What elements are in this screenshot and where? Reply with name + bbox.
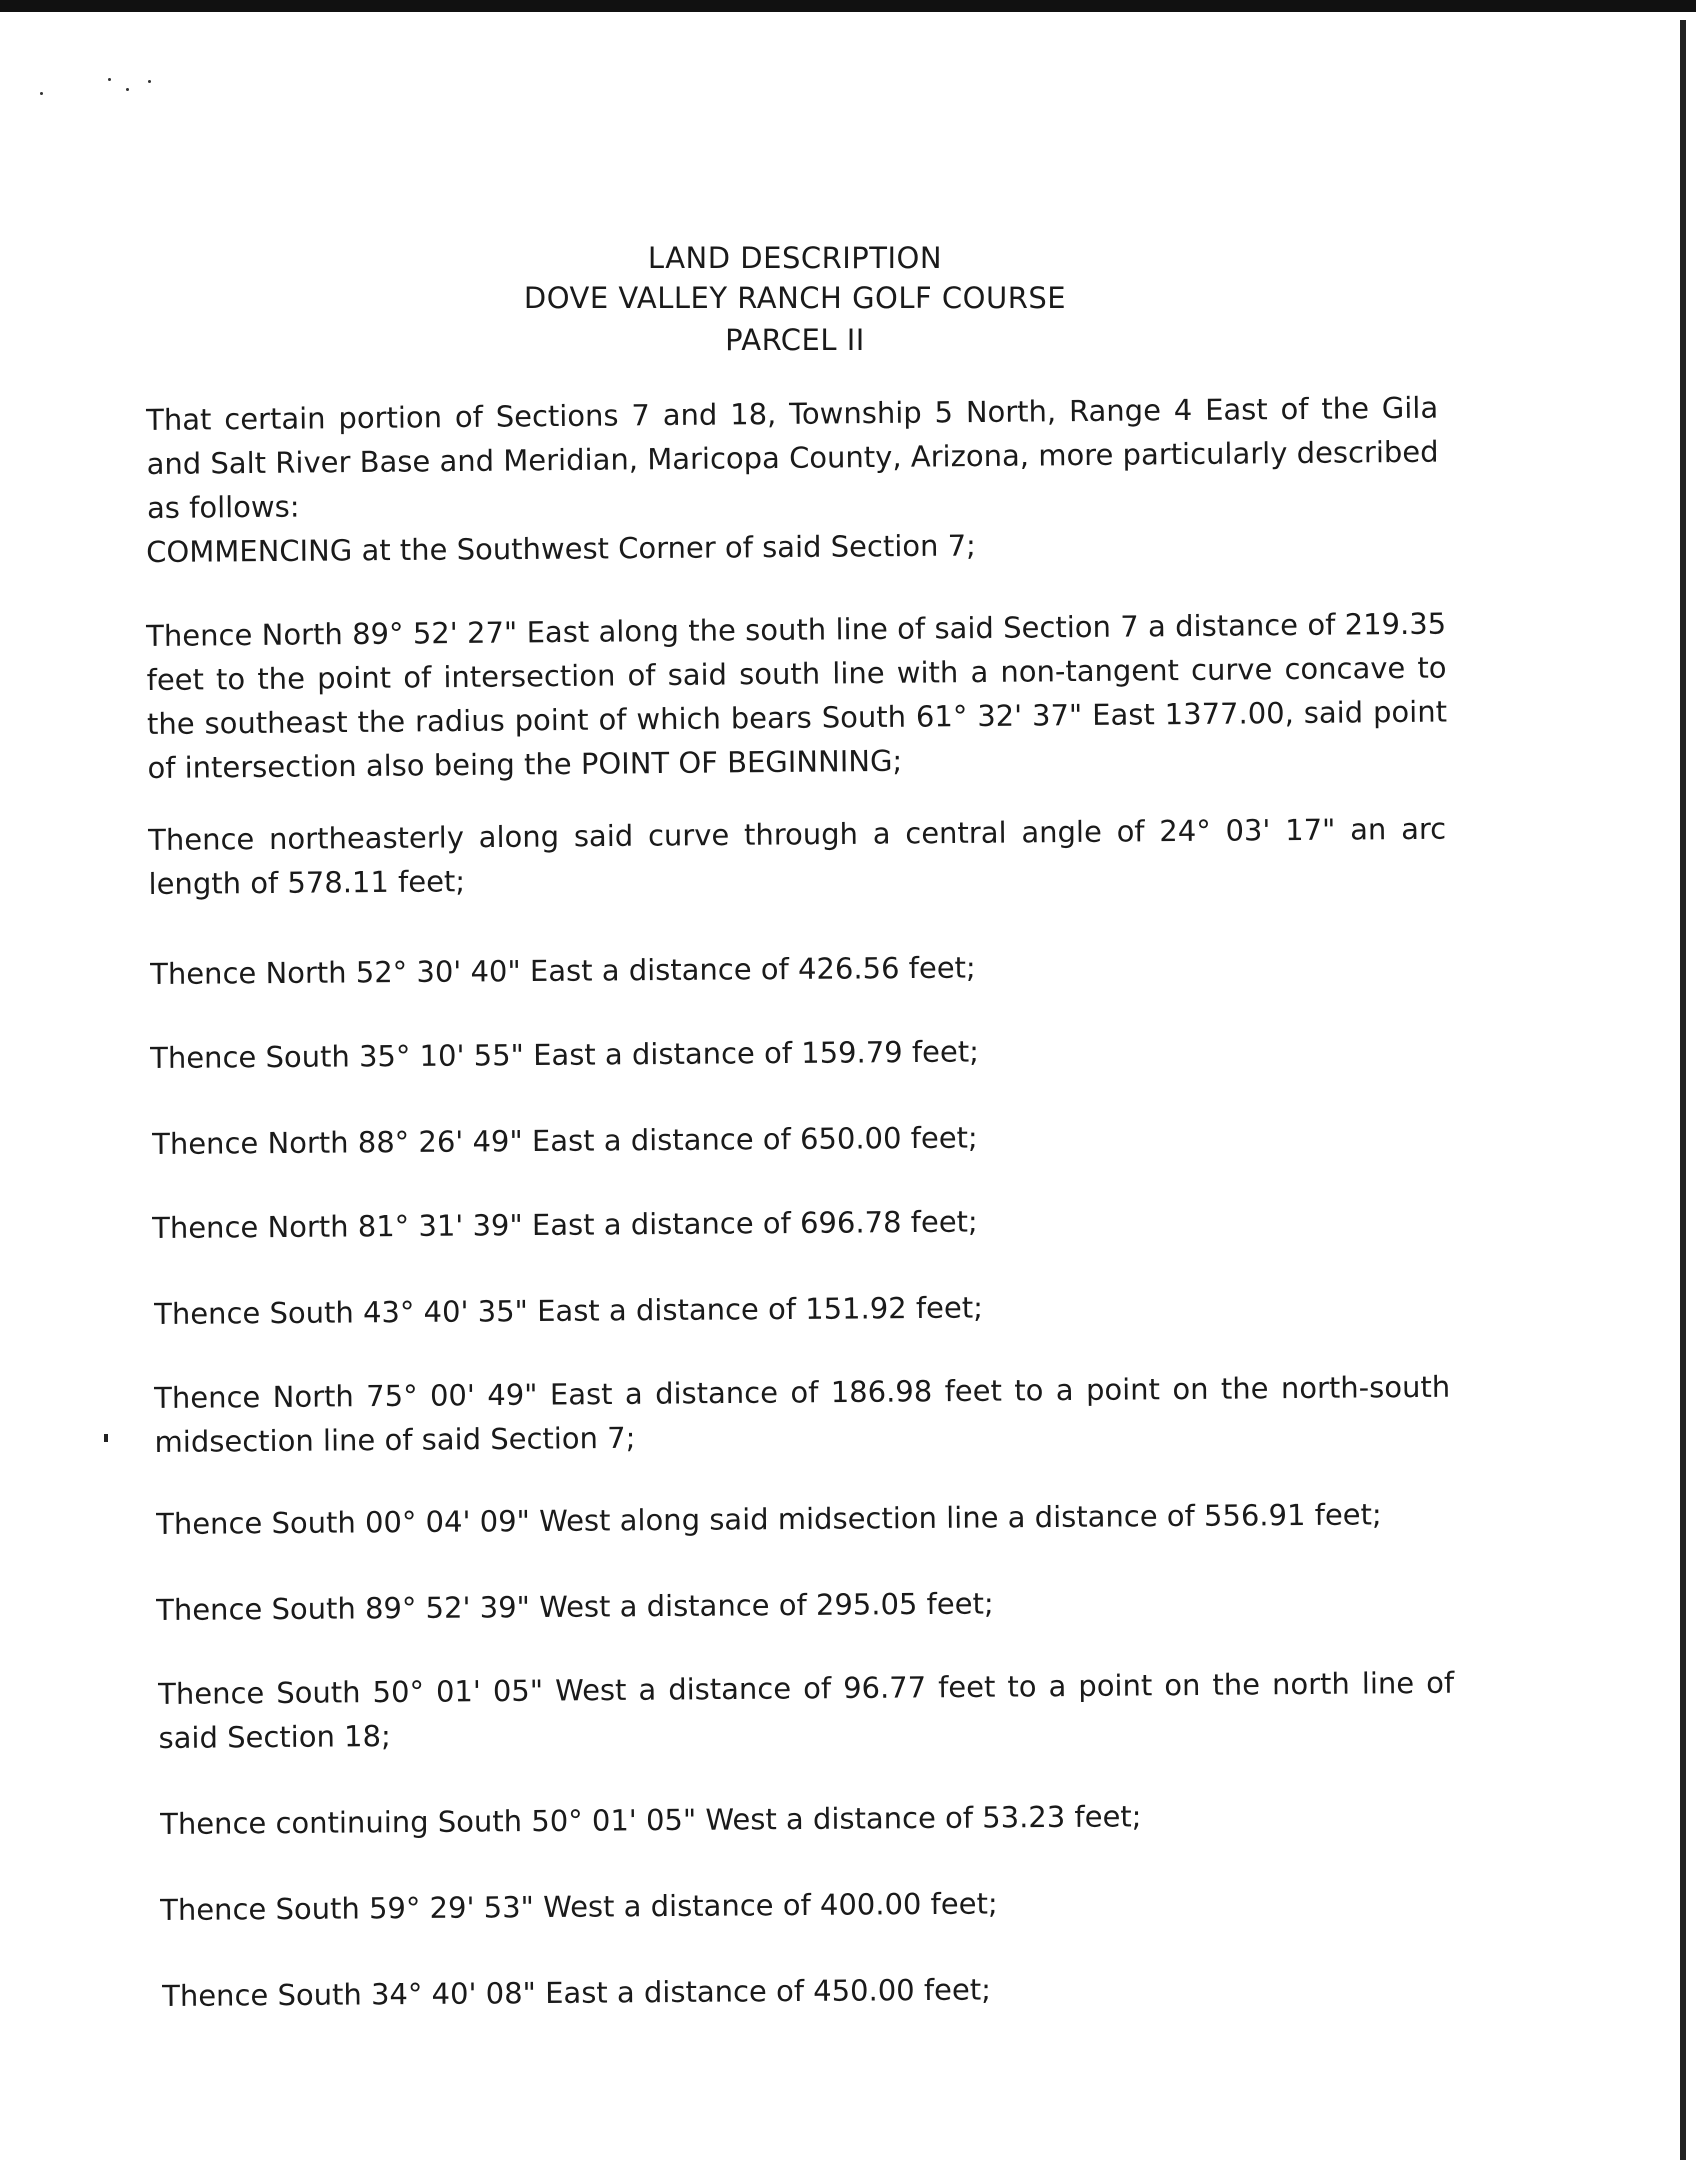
paragraph-course-1: Thence North 89° 52' 27" East along the south line of said Section 7 a distance of 219.35 feet to the point of intersection of said south line with a non-tangent curve concave to the southeast the radius point of which bears South 61° 32' 37" East 1377.00, said point of intersection also being the POINT OF BEGINNING;: [146, 606, 1448, 785]
paragraph-course-4: Thence South 35° 10' 55" East a distance of 159.79 feet;: [150, 1034, 980, 1075]
paragraph-course-8: Thence North 75° 00' 49" East a distance of 186.98 feet to a point on the north-south midsection line of said Section 7;: [154, 1369, 1451, 1459]
title-line-2: DOVE VALLEY RANCH GOLF COURSE: [523, 281, 1067, 315]
paragraph-course-7: Thence South 43° 40' 35" East a distance of 151.92 feet;: [154, 1290, 984, 1331]
paragraph-course-2: Thence northeasterly along said curve through a central angle of 24° 03' 17" an arc length of 578.11 feet;: [148, 811, 1447, 901]
scan-top-edge: [0, 0, 1696, 12]
paragraph-course-5: Thence North 88° 26' 49" East a distance of 650.00 feet;: [152, 1120, 978, 1161]
scan-mark: [104, 1434, 108, 1442]
scan-speck: [148, 80, 151, 83]
paragraph-course-14: Thence South 34° 40' 08" East a distance of 450.00 feet;: [162, 1972, 992, 2013]
paragraph-course-12: Thence continuing South 50° 01' 05" West a distance of 53.23 feet;: [160, 1799, 1142, 1841]
scan-speck: [40, 92, 43, 95]
paragraph-intro: That certain portion of Sections 7 and 18, Township 5 North, Range 4 East of the Gila and Salt River Base and Meridian, Maricopa County, Arizona, more particularly described as follows:: [146, 390, 1439, 525]
scan-right-edge: [1680, 20, 1686, 2160]
paragraph-course-3: Thence North 52° 30' 40" East a distance of 426.56 feet;: [150, 950, 976, 991]
paragraph-course-6: Thence North 81° 31' 39" East a distance of 696.78 feet;: [152, 1204, 978, 1245]
paragraph-course-11: Thence South 50° 01' 05" West a distance of 96.77 feet to a point on the north line of said Section 18;: [158, 1665, 1455, 1755]
paragraph-commencing: COMMENCING at the Southwest Corner of said Section 7;: [146, 528, 976, 569]
title-line-3: PARCEL II: [725, 323, 865, 357]
scan-speck: [126, 88, 129, 91]
title-line-1: LAND DESCRIPTION: [647, 241, 943, 275]
paragraph-course-10: Thence South 89° 52' 39" West a distance of 295.05 feet;: [156, 1586, 994, 1627]
paragraph-course-13: Thence South 59° 29' 53" West a distance of 400.00 feet;: [160, 1886, 998, 1927]
paragraph-course-9: Thence South 00° 04' 09" West along said midsection line a distance of 556.91 feet;: [156, 1497, 1382, 1541]
scan-speck: [108, 78, 111, 81]
